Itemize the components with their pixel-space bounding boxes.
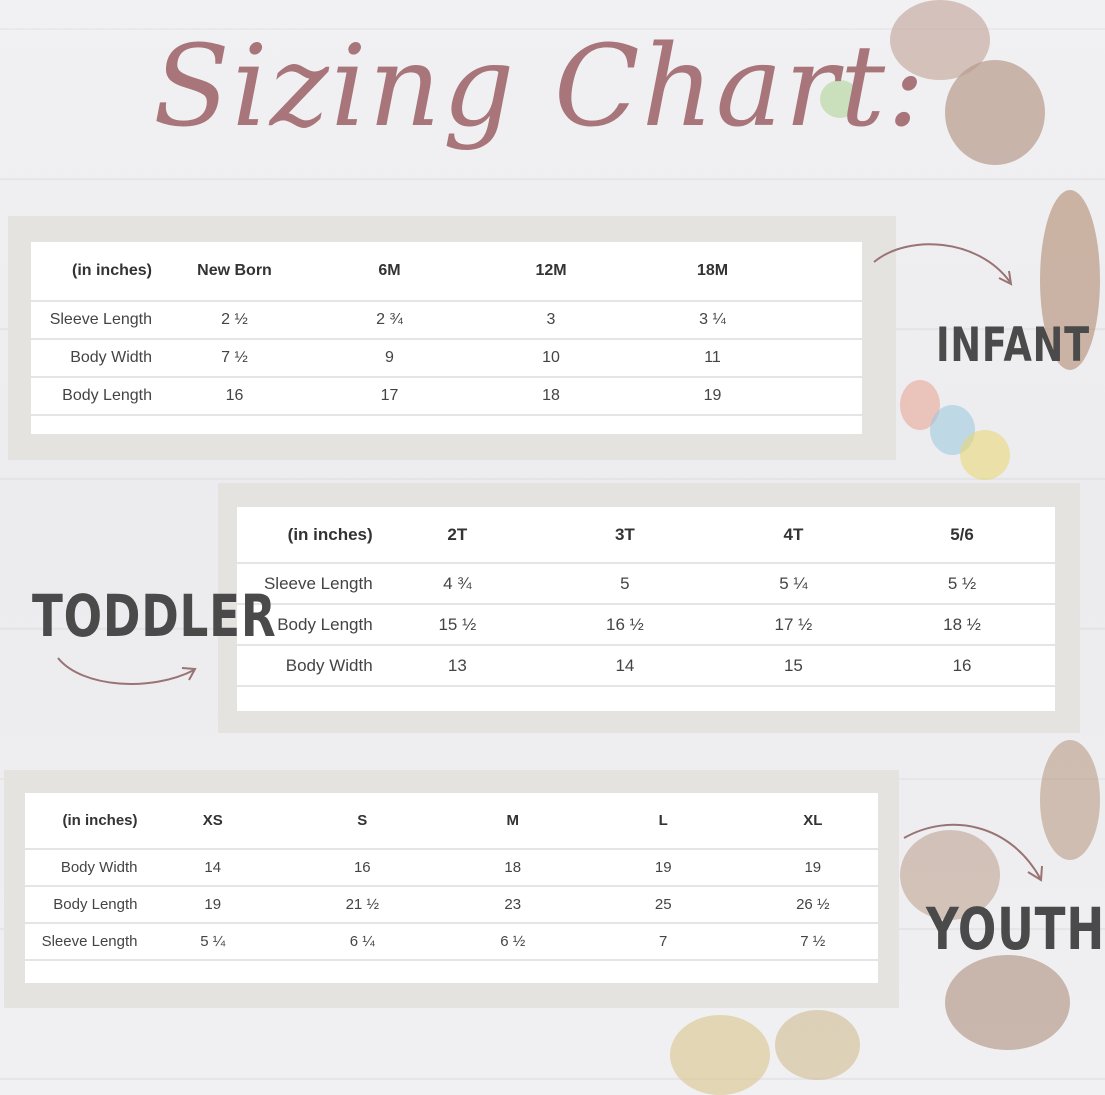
infant-size-table — [31, 242, 862, 416]
table-row — [237, 563, 1055, 604]
toddler-card — [237, 507, 1055, 711]
table-row — [25, 923, 878, 960]
page-title: Sizing Chart: — [153, 22, 927, 152]
table-row — [237, 645, 1055, 686]
table-row — [31, 377, 862, 415]
table-cell: 19 — [148, 886, 278, 923]
table-cell: 17 — [307, 377, 472, 415]
header-cell: 12M — [472, 242, 630, 301]
youth-card — [25, 793, 878, 983]
youth-label: YOUTH — [926, 895, 1105, 963]
table-cell: 19 — [748, 849, 878, 886]
table-cell: 5 ½ — [869, 563, 1055, 604]
header-cell: (in inches) — [237, 507, 383, 563]
header-cell: (in inches) — [25, 793, 148, 849]
table-cell: 7 — [579, 923, 748, 960]
table-cell: 9 — [307, 339, 472, 377]
table-row — [31, 339, 862, 377]
header-cell: 6M — [307, 242, 472, 301]
table-cell: 2 ¾ — [307, 301, 472, 339]
table-cell: 3 ¼ — [630, 301, 795, 339]
table-row — [237, 604, 1055, 645]
table-cell: 25 — [579, 886, 748, 923]
table-cell: 18 — [447, 849, 579, 886]
egg-decoration — [960, 430, 1010, 480]
table-cell: 17 ½ — [718, 604, 869, 645]
row-label: Sleeve Length — [25, 923, 148, 960]
table-cell: 16 — [278, 849, 447, 886]
table-cell: 26 ½ — [748, 886, 878, 923]
table-cell: 11 — [630, 339, 795, 377]
row-label: Body Width — [237, 645, 383, 686]
header-cell: XL — [748, 793, 878, 849]
table-cell: 18 ½ — [869, 604, 1055, 645]
youth-size-table — [25, 793, 878, 961]
table-cell: 6 ¼ — [278, 923, 447, 960]
table-header-row — [237, 507, 1055, 563]
table-cell: 7 ½ — [748, 923, 878, 960]
table-cell: 19 — [579, 849, 748, 886]
table-cell: 14 — [148, 849, 278, 886]
header-cell: M — [447, 793, 579, 849]
table-cell: 5 ¼ — [718, 563, 869, 604]
table-cell: 15 — [718, 645, 869, 686]
header-cell: 3T — [532, 507, 718, 563]
header-cell: XS — [148, 793, 278, 849]
youth-arrow-icon — [900, 820, 1050, 885]
egg-decoration — [775, 1010, 860, 1080]
table-cell: 3 — [472, 301, 630, 339]
table-row — [31, 301, 862, 339]
row-label: Body Length — [237, 604, 383, 645]
table-cell: 15 ½ — [383, 604, 532, 645]
row-label: Sleeve Length — [237, 563, 383, 604]
header-cell: S — [278, 793, 447, 849]
table-cell: 16 ½ — [532, 604, 718, 645]
row-label: Body Length — [31, 377, 162, 415]
header-cell: 4T — [718, 507, 869, 563]
egg-decoration — [945, 955, 1070, 1050]
table-row — [25, 886, 878, 923]
table-cell: 18 — [472, 377, 630, 415]
header-cell: 18M — [630, 242, 795, 301]
toddler-label: TODDLER — [32, 582, 277, 650]
table-cell: 16 — [162, 377, 307, 415]
table-cell: 4 ¾ — [383, 563, 532, 604]
table-cell: 6 ½ — [447, 923, 579, 960]
table-cell: 5 — [532, 563, 718, 604]
table-row — [25, 849, 878, 886]
row-label: Body Width — [25, 849, 148, 886]
table-cell: 19 — [630, 377, 795, 415]
table-cell: 16 — [869, 645, 1055, 686]
header-cell: (in inches) — [31, 242, 162, 301]
header-cell: New Born — [162, 242, 307, 301]
table-header-row — [25, 793, 878, 849]
header-cell: 5/6 — [869, 507, 1055, 563]
toddler-size-table — [237, 507, 1055, 687]
header-cell: 2T — [383, 507, 532, 563]
row-label: Body Length — [25, 886, 148, 923]
row-label: Sleeve Length — [31, 301, 162, 339]
table-cell: 7 ½ — [162, 339, 307, 377]
table-cell: 2 ½ — [162, 301, 307, 339]
table-cell: 5 ¼ — [148, 923, 278, 960]
egg-decoration — [670, 1015, 770, 1095]
table-cell: 23 — [447, 886, 579, 923]
infant-card — [31, 242, 862, 434]
table-header-row — [31, 242, 862, 301]
table-cell: 13 — [383, 645, 532, 686]
toddler-arrow-icon — [52, 652, 202, 694]
table-cell: 10 — [472, 339, 630, 377]
table-cell: 21 ½ — [278, 886, 447, 923]
header-cell: L — [579, 793, 748, 849]
infant-arrow-icon — [868, 236, 1018, 291]
row-label: Body Width — [31, 339, 162, 377]
infant-label: INFANT — [936, 318, 1090, 373]
table-cell: 14 — [532, 645, 718, 686]
